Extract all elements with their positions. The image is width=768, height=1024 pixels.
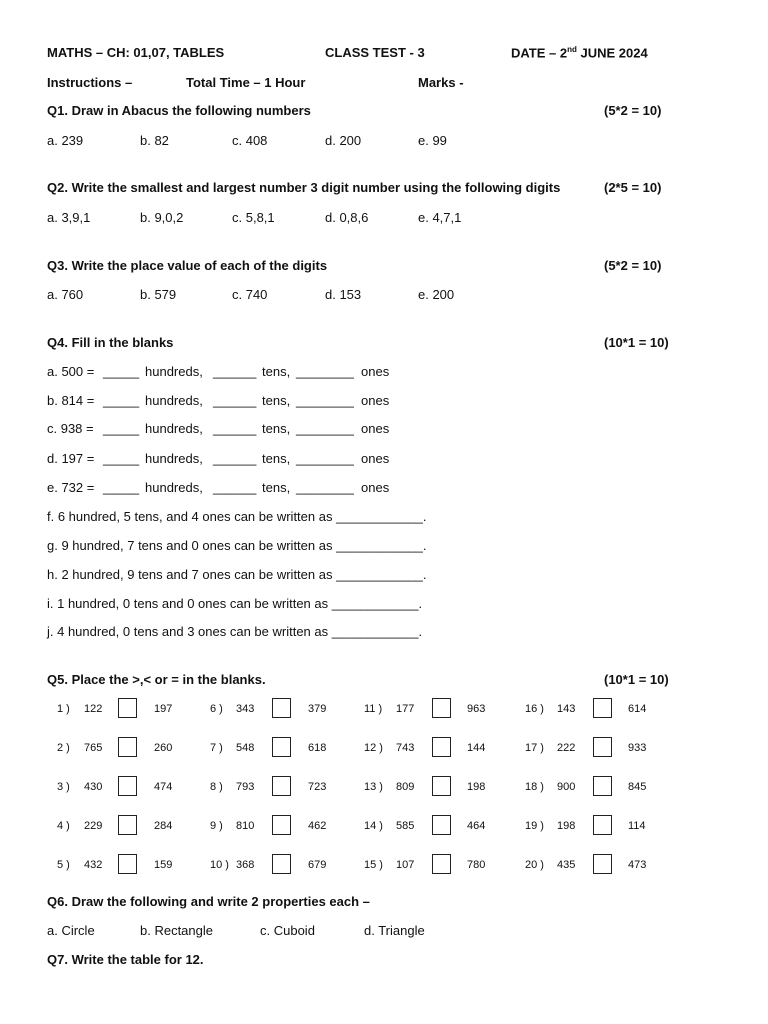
fill-row-ones: ones xyxy=(361,480,390,495)
total-time-label: Total Time – 1 Hour xyxy=(186,75,306,90)
left-number: 107 xyxy=(396,859,415,871)
list-item: d. 0,8,6 xyxy=(325,210,369,225)
fill-row-label: d. 197 = xyxy=(47,451,95,466)
left-number: 810 xyxy=(236,820,255,832)
fill-row-label: a. 500 = xyxy=(47,364,95,379)
answer-blank[interactable]: ________ xyxy=(296,480,354,495)
left-number: 743 xyxy=(396,742,415,754)
left-number: 430 xyxy=(84,781,103,793)
date-prefix: DATE – 2 xyxy=(511,45,568,61)
answer-box[interactable] xyxy=(118,815,137,835)
fill-row-tens: tens, xyxy=(262,421,291,436)
item-number: 13 ) xyxy=(364,781,383,793)
written-form-item: i. 1 hundred, 0 tens and 0 ones can be written as ____________. xyxy=(47,596,423,611)
written-form-item: h. 2 hundred, 9 tens and 7 ones can be written as ____________. xyxy=(47,567,427,582)
list-item: a. 3,9,1 xyxy=(47,210,91,225)
fill-row-ones: ones xyxy=(361,393,390,408)
q3-title: Q3. Write the place value of each of the digits xyxy=(47,258,328,273)
left-number: 793 xyxy=(236,781,255,793)
list-item: c. Cuboid xyxy=(260,923,315,938)
item-number: 18 ) xyxy=(525,781,544,793)
answer-box[interactable] xyxy=(272,815,291,835)
list-item: d. Triangle xyxy=(364,923,425,938)
answer-box[interactable] xyxy=(432,854,451,874)
right-number: 845 xyxy=(628,781,647,793)
right-number: 618 xyxy=(308,742,327,754)
list-item: c. 740 xyxy=(232,287,268,302)
right-number: 260 xyxy=(154,742,173,754)
right-number: 379 xyxy=(308,703,327,715)
fill-row-tens: tens, xyxy=(262,451,291,466)
answer-blank[interactable]: ________ xyxy=(296,364,354,379)
left-number: 435 xyxy=(557,859,576,871)
right-number: 197 xyxy=(154,703,173,715)
item-number: 14 ) xyxy=(364,820,383,832)
item-number: 8 ) xyxy=(210,781,223,793)
answer-blank[interactable]: _____ xyxy=(103,393,140,408)
answer-blank[interactable]: _____ xyxy=(103,480,140,495)
q7-title: Q7. Write the table for 12. xyxy=(47,952,204,967)
right-number: 780 xyxy=(467,859,486,871)
list-item: b. 9,0,2 xyxy=(140,210,184,225)
right-number: 464 xyxy=(467,820,486,832)
left-number: 585 xyxy=(396,820,415,832)
q1-title: Q1. Draw in Abacus the following numbers xyxy=(47,103,311,118)
written-form-item: j. 4 hundred, 0 tens and 3 ones can be written as ____________. xyxy=(47,624,423,639)
item-number: 19 ) xyxy=(525,820,544,832)
instructions-label: Instructions – xyxy=(47,75,133,90)
item-number: 3 ) xyxy=(57,781,70,793)
right-number: 614 xyxy=(628,703,647,715)
fill-row-ones: ones xyxy=(361,421,390,436)
q5-title: Q5. Place the >,< or = in the blanks. xyxy=(47,672,266,687)
list-item: c. 5,8,1 xyxy=(232,210,275,225)
item-number: 15 ) xyxy=(364,859,383,871)
fill-row-hundreds: hundreds, xyxy=(145,393,203,408)
item-number: 16 ) xyxy=(525,703,544,715)
answer-blank[interactable]: ______ xyxy=(213,421,257,436)
right-number: 473 xyxy=(628,859,647,871)
item-number: 10 ) xyxy=(210,859,229,871)
date-superscript: nd xyxy=(567,45,577,54)
test-heading: CLASS TEST - 3 xyxy=(325,45,425,60)
q4-title: Q4. Fill in the blanks xyxy=(47,335,174,350)
fill-row-hundreds: hundreds, xyxy=(145,480,203,495)
list-item: e. 99 xyxy=(418,133,447,148)
answer-box[interactable] xyxy=(272,698,291,718)
answer-box[interactable] xyxy=(593,698,612,718)
fill-row-ones: ones xyxy=(361,451,390,466)
written-form-item: g. 9 hundred, 7 tens and 0 ones can be written as ____________. xyxy=(47,538,427,553)
fill-row-ones: ones xyxy=(361,364,390,379)
left-number: 765 xyxy=(84,742,103,754)
list-item: d. 153 xyxy=(325,287,362,302)
subject-heading: MATHS – CH: 01,07, TABLES xyxy=(47,45,225,60)
answer-blank[interactable]: _____ xyxy=(103,421,140,436)
answer-box[interactable] xyxy=(118,698,137,718)
right-number: 462 xyxy=(308,820,327,832)
fill-row-tens: tens, xyxy=(262,364,291,379)
right-number: 474 xyxy=(154,781,173,793)
answer-box[interactable] xyxy=(118,776,137,796)
list-item: b. Rectangle xyxy=(140,923,213,938)
list-item: c. 408 xyxy=(232,133,268,148)
right-number: 933 xyxy=(628,742,647,754)
answer-blank[interactable]: ________ xyxy=(296,451,354,466)
left-number: 809 xyxy=(396,781,415,793)
q3-marks: (5*2 = 10) xyxy=(604,258,662,273)
answer-box[interactable] xyxy=(272,737,291,757)
answer-box[interactable] xyxy=(593,737,612,757)
written-form-item: f. 6 hundred, 5 tens, and 4 ones can be written as ____________. xyxy=(47,509,427,524)
answer-box[interactable] xyxy=(593,776,612,796)
q1-marks: (5*2 = 10) xyxy=(604,103,662,118)
item-number: 5 ) xyxy=(57,859,70,871)
list-item: a. 760 xyxy=(47,287,84,302)
q2-marks: (2*5 = 10) xyxy=(604,180,662,195)
answer-blank[interactable]: ______ xyxy=(213,393,257,408)
q2-title: Q2. Write the smallest and largest number 3 digit number using the following digits xyxy=(47,180,561,195)
list-item: b. 82 xyxy=(140,133,169,148)
answer-box[interactable] xyxy=(118,737,137,757)
list-item: e. 4,7,1 xyxy=(418,210,462,225)
answer-box[interactable] xyxy=(432,698,451,718)
right-number: 284 xyxy=(154,820,173,832)
answer-box[interactable] xyxy=(593,854,612,874)
right-number: 963 xyxy=(467,703,486,715)
answer-blank[interactable]: ________ xyxy=(296,393,354,408)
item-number: 9 ) xyxy=(210,820,223,832)
answer-box[interactable] xyxy=(432,737,451,757)
item-number: 12 ) xyxy=(364,742,383,754)
item-number: 17 ) xyxy=(525,742,544,754)
item-number: 11 ) xyxy=(364,703,383,715)
date-heading xyxy=(511,45,648,60)
right-number: 159 xyxy=(154,859,173,871)
answer-box[interactable] xyxy=(272,776,291,796)
answer-blank[interactable]: ______ xyxy=(213,364,257,379)
list-item: e. 200 xyxy=(418,287,455,302)
right-number: 679 xyxy=(308,859,327,871)
left-number: 177 xyxy=(396,703,415,715)
q6-title: Q6. Draw the following and write 2 properties each – xyxy=(47,894,370,909)
left-number: 368 xyxy=(236,859,255,871)
fill-row-label: b. 814 = xyxy=(47,393,95,408)
answer-box[interactable] xyxy=(432,776,451,796)
left-number: 198 xyxy=(557,820,576,832)
left-number: 900 xyxy=(557,781,576,793)
item-number: 1 ) xyxy=(57,703,70,715)
q5-marks: (10*1 = 10) xyxy=(604,672,669,687)
left-number: 432 xyxy=(84,859,103,871)
left-number: 229 xyxy=(84,820,103,832)
right-number: 144 xyxy=(467,742,486,754)
left-number: 343 xyxy=(236,703,255,715)
answer-box[interactable] xyxy=(432,815,451,835)
fill-row-tens: tens, xyxy=(262,480,291,495)
answer-blank[interactable]: _____ xyxy=(103,364,140,379)
answer-box[interactable] xyxy=(593,815,612,835)
list-item: a. 239 xyxy=(47,133,84,148)
fill-row-hundreds: hundreds, xyxy=(145,364,203,379)
left-number: 222 xyxy=(557,742,576,754)
fill-row-hundreds: hundreds, xyxy=(145,451,203,466)
list-item: d. 200 xyxy=(325,133,362,148)
date-suffix: JUNE 2024 xyxy=(576,45,648,61)
fill-row-tens: tens, xyxy=(262,393,291,408)
fill-row-hundreds: hundreds, xyxy=(145,421,203,436)
fill-row-label: c. 938 = xyxy=(47,421,94,436)
list-item: a. Circle xyxy=(47,923,95,938)
answer-blank[interactable]: ________ xyxy=(296,421,354,436)
answer-box[interactable] xyxy=(118,854,137,874)
left-number: 548 xyxy=(236,742,255,754)
answer-blank[interactable]: _____ xyxy=(103,451,140,466)
answer-blank[interactable]: ______ xyxy=(213,480,257,495)
answer-box[interactable] xyxy=(272,854,291,874)
fill-row-label: e. 732 = xyxy=(47,480,95,495)
item-number: 20 ) xyxy=(525,859,544,871)
right-number: 198 xyxy=(467,781,486,793)
q4-marks: (10*1 = 10) xyxy=(604,335,669,350)
marks-label: Marks - xyxy=(418,75,464,90)
left-number: 143 xyxy=(557,703,576,715)
item-number: 4 ) xyxy=(57,820,70,832)
item-number: 2 ) xyxy=(57,742,70,754)
right-number: 114 xyxy=(628,820,646,832)
left-number: 122 xyxy=(84,703,103,715)
list-item: b. 579 xyxy=(140,287,177,302)
item-number: 6 ) xyxy=(210,703,223,715)
answer-blank[interactable]: ______ xyxy=(213,451,257,466)
item-number: 7 ) xyxy=(210,742,223,754)
right-number: 723 xyxy=(308,781,327,793)
